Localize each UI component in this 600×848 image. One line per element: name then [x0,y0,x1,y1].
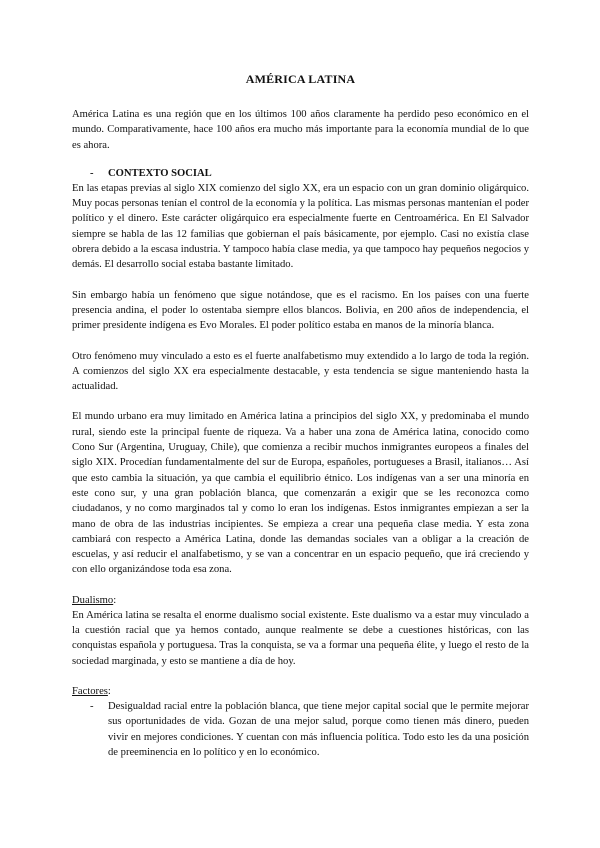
list-item [72,699,529,760]
list-bullet: - [90,700,94,712]
factores-heading-colon: : [107,685,111,697]
paragraph: Sin embargo había un fenómeno que sigue notándose, que es el racismo. En los países con una fuerte presencia andina, el poder lo ostentaba siempre ellos blancos. Bolivia, en 200 años de independencia, el primer presidente indígena es Evo Morales. El poder político estaba en manos de la minoría blanca. [72,289,529,332]
section-bullet: - [90,167,94,179]
document-title: AMÉRICA LATINA [245,72,356,86]
intro-paragraph: América Latina es una región que en los últimos 100 años claramente ha perdido peso económico en el mundo. Comparativamente, hace 100 años era mucho más importante para la economía mundial de lo que es ahora. [72,109,529,151]
factores-heading-text: Factores [72,685,108,697]
paragraph: Otro fenómeno muy vinculado a esto es el fuerte analfabetismo muy extendido a lo largo de toda la región. A comienzos del siglo XX era especialmente destacable, y esta tendencia se sigue manteniendo hasta la actualidad. [72,350,529,393]
section-heading-text: CONTEXTO SOCIAL [108,167,212,179]
dualismo-heading-text: Dualismo [72,594,114,606]
paragraph: En las etapas previas al siglo XIX comienzo del siglo XX, era un espacio con un gran dominio oligárquico. Muy pocas personas tenían el control de la economía y la política. Las mismas personas mantenían el poder político y el dinero. Este carácter oligárquico era especialmente fuerte en Centroamérica. En El Salvador siempre se habla de las 12 familias que gobiernan el país básicamente, por ejemplo. Casi no existía clase obrera debido a la escasa industria. Y tampoco había clase media, ya que tampoco hay pequeños negocios y demás. El desarrollo social estaba bastante limitado. [72,182,529,271]
dualismo-heading-colon: : [113,594,117,606]
paragraph: El mundo urbano era muy limitado en América latina a principios del siglo XX, y predominaba el mundo rural, siendo este la principal fuente de riqueza. Va a haber una zona de América latina, conocido como Cono Sur (Argentina, Uruguay, Chile), que comienza a recibir muchos inmigrantes europeos a finales del siglo XIX. Procedían fundamentalmente del sur de Europa, españoles, portugueses a Brasil, italianos… Así que esto cambia la situación, ya que cambia el equilibrio étnico. Los indígenas van a ser una minoría en este cono sur, y una gran población blanca, que comenzarán a exigir que se les reconozca como ciudadanos, y no como marginados tal y como lo eran los indígenas. Estos inmigrantes empiezan a ser la mano de obra de las industrias incipientes. Se empieza a crear una pequeña clase media. Y esta zona cambiará con respecto a América Latina, donde las demandas sociales van a obligar a la creación de escuelas, y así reducir el analfabetismo, y se van a concentrar en un espacio pequeño, que irá creciendo y con ello organizándose toda esa zona. [72,411,529,576]
dualismo-heading [72,593,529,608]
factores-heading [72,684,529,699]
section-heading [72,166,529,181]
dualismo-paragraph: En América latina se resalta el enorme dualismo social existente. Este dualismo va a estar muy vinculado a la cuestión racial que ya hemos contado, aunque realmente se debe a cuestiones históricas, con las conquistas española y portuguesa. Tras la conquista, se va a formar una pequeña élite, y luego el resto de la sociedad marginada, y esto se mantiene a día de hoy. [72,609,529,667]
list-item-text: Desigualdad racial entre la población blanca, que tiene mejor capital social que le permite mejorar sus oportunidades de vida. Gozan de una mejor salud, porque como tienen más dinero, pueden vivir en mejores condiciones. Y cuentan con más influencia política. Todo esto les da una posición de preeminencia en lo político y en lo económico. [108,700,529,758]
